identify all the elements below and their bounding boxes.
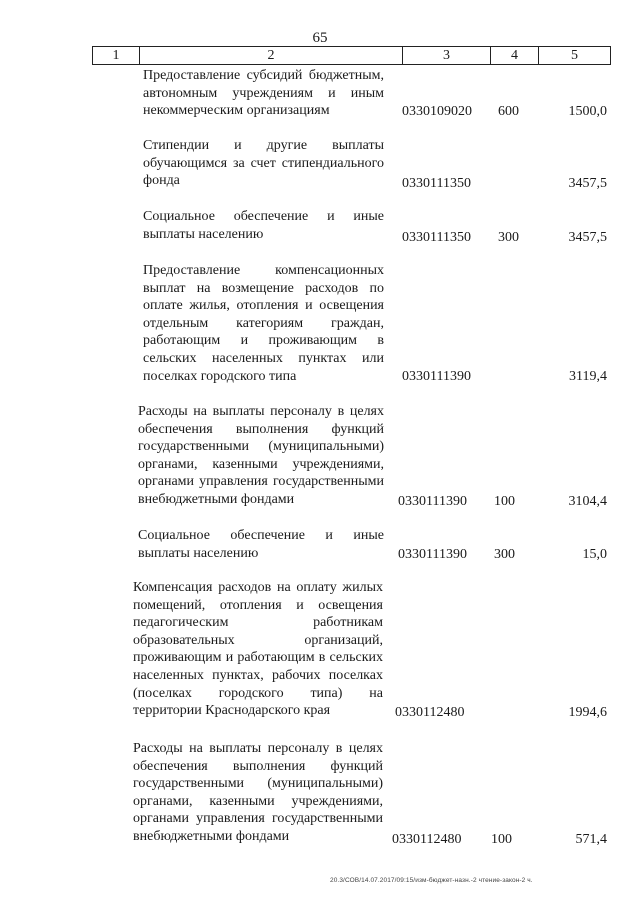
page-number: 65 <box>312 30 328 46</box>
row-amount: 15,0 <box>582 547 607 562</box>
row-code: 0330112480 <box>392 832 462 847</box>
row-description: Предоставление субсидий бюджетным, автономным учреждениям и иным некоммерческим организациям <box>143 68 384 119</box>
row-type: 300 <box>494 547 515 562</box>
header-col-4: 4 <box>491 47 539 64</box>
row-code: 0330111350 <box>402 176 471 191</box>
row-amount: 3457,5 <box>568 176 607 191</box>
row-amount: 3457,5 <box>568 230 607 245</box>
row-code: 0330111390 <box>398 547 467 562</box>
row-description: Стипендии и другие выплаты обучающимся за счет стипендиального фонда <box>143 138 384 189</box>
row-description: Предоставление компенсационных выплат на возмещение расходов по оплате жилья, отопления и освещения отдельным категориям граждан, работающим и проживающим в сельских населенных пунктах или поселках городского типа <box>143 263 384 384</box>
row-description: Расходы на выплаты персоналу в целях обеспечения выполнения функций государственными (муниципальными) органами, казенными учреждениями, органами управления государственными внебюджетными фондами <box>138 404 384 507</box>
row-code: 0330109020 <box>402 104 472 119</box>
header-col-2: 2 <box>140 47 403 64</box>
row-amount: 1500,0 <box>568 104 607 119</box>
row-code: 0330111390 <box>402 369 471 384</box>
row-amount: 571,4 <box>575 832 607 847</box>
row-type: 600 <box>498 104 519 119</box>
row-description: Социальное обеспечение и иные выплаты населению <box>138 528 384 561</box>
header-col-3: 3 <box>403 47 491 64</box>
footer-file-reference: 20.3/СОВ/14.07.2017/09:15/изм-бюджет-назн.-2 чтение-закон-2 ч. <box>330 877 533 884</box>
row-code: 0330111350 <box>402 230 471 245</box>
row-amount: 1994,6 <box>568 705 607 720</box>
row-description: Компенсация расходов на оплату жилых помещений, отопления и освещения педагогическим работникам образовательных организаций, проживающим и работающим в сельских населенных пунктах, рабочих поселках (поселках городского типа) на территории Краснодарского края <box>133 580 383 719</box>
table-header <box>92 46 611 65</box>
row-description: Расходы на выплаты персоналу в целях обеспечения выполнения функций государственными (муниципальными) органами, казенными учреждениями, органами управления государственными внебюджетными фондами <box>133 741 383 844</box>
header-col-1: 1 <box>93 47 140 64</box>
row-code: 0330111390 <box>398 494 467 509</box>
row-type: 100 <box>491 832 512 847</box>
row-type: 300 <box>498 230 519 245</box>
header-col-5: 5 <box>571 48 578 63</box>
row-amount: 3119,4 <box>569 369 607 384</box>
row-description: Социальное обеспечение и иные выплаты населению <box>143 209 384 242</box>
row-amount: 3104,4 <box>568 494 607 509</box>
row-code: 0330112480 <box>395 705 465 720</box>
row-type: 100 <box>494 494 515 509</box>
